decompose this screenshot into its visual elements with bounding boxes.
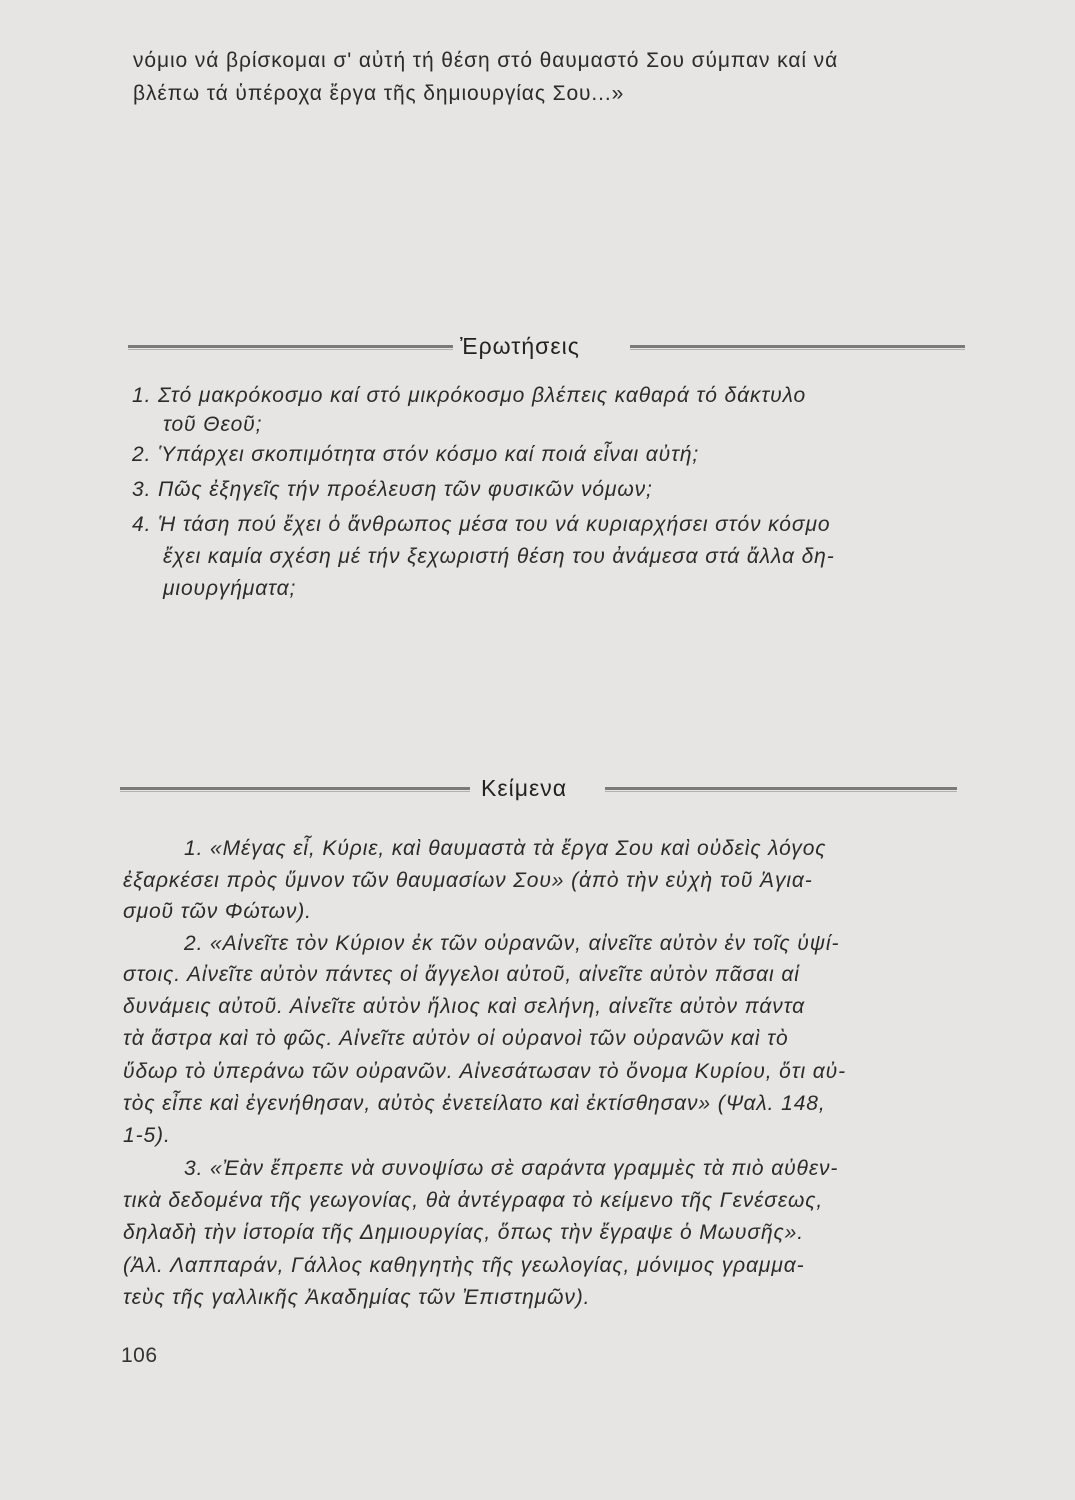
text-line: τικὰ δεδομένα τῆς γεωγονίας, θὰ ἀντέγραφα τὸ κείμενο τῆς Γενέσεως, bbox=[123, 1189, 824, 1212]
text-line: 2. «Αἰνεῖτε τὸν Κύριον ἐκ τῶν οὐρανῶν, αἰνεῖτε αὐτὸν ἐν τοῖς ὑψί- bbox=[184, 932, 840, 955]
intro-line: βλέπω τά ὑπέροχα ἔργα τῆς δημιουργίας Σου...» bbox=[133, 82, 625, 105]
text-line: (Ἀλ. Λαππαράν, Γάλλος καθηγητὴς τῆς γεωλογίας, μόνιμος γραμμα- bbox=[123, 1254, 805, 1277]
page-number: 106 bbox=[121, 1344, 158, 1367]
question-line: 2. Ὑπάρχει σκοπιμότητα στόν κόσμο καί ποιά εἶναι αὐτή; bbox=[132, 443, 700, 466]
text-line: τὸς εἶπε καὶ ἐγενήθησαν, αὐτὸς ἐνετείλατο καὶ ἐκτίσθησαν» (Ψαλ. 148, bbox=[123, 1092, 826, 1115]
text-line: δυνάμεις αὐτοῦ. Αἰνεῖτε αὐτὸν ἥλιος καὶ σελήνη, αἰνεῖτε αὐτὸν πάντα bbox=[123, 995, 805, 1018]
text-line: 1. «Μέγας εἶ, Κύριε, καὶ θαυμαστὰ τὰ ἔργα Σου καὶ οὐδεὶς λόγος bbox=[184, 837, 827, 860]
text-line: τὰ ἄστρα καὶ τὸ φῶς. Αἰνεῖτε αὐτὸν οἱ οὐρανοὶ τῶν οὐρανῶν καὶ τὸ bbox=[123, 1027, 789, 1050]
heading-rule-left bbox=[120, 787, 470, 790]
text-line: στοις. Αἰνεῖτε αὐτὸν πάντες οἱ ἄγγελοι αὐτοῦ, αἰνεῖτε αὐτὸν πᾶσαι αἱ bbox=[123, 963, 800, 986]
questions-heading bbox=[0, 329, 1075, 363]
text-line: δηλαδὴ τὴν ἱστορία τῆς Δημιουργίας, ὅπως τὴν ἔγραψε ὁ Μωυσῆς». bbox=[123, 1221, 804, 1244]
text-line: ἐξαρκέσει πρὸς ὕμνον τῶν θαυμασίων Σου» (ἀπὸ τὴν εὐχὴ τοῦ Ἁγια- bbox=[123, 869, 813, 892]
questions-title: Ἐρωτήσεις bbox=[460, 333, 580, 359]
question-line: 3. Πῶς ἐξηγεῖς τήν προέλευση τῶν φυσικῶν νόμων; bbox=[132, 478, 653, 501]
text-line: τεὺς τῆς γαλλικῆς Ἀκαδημίας τῶν Ἐπιστημῶν). bbox=[123, 1286, 591, 1309]
intro-line: νόμιο νά βρίσκομαι σ' αὐτή τή θέση στό θαυμαστό Σου σύμπαν καί νά bbox=[133, 49, 839, 72]
question-line: μιουργήματα; bbox=[163, 577, 297, 600]
question-line: τοῦ Θεοῦ; bbox=[163, 413, 263, 436]
heading-rule-left bbox=[128, 345, 453, 348]
texts-title: Κείμενα bbox=[481, 775, 568, 801]
text-line: ὕδωρ τὸ ὑπεράνω τῶν οὐρανῶν. Αἰνεσάτωσαν τὸ ὄνομα Κυρίου, ὅτι αὐ- bbox=[123, 1060, 847, 1083]
texts-heading bbox=[0, 771, 1075, 805]
text-line: 3. «Ἐὰν ἔπρεπε νὰ συνοψίσω σὲ σαράντα γραμμὲς τὰ πιὸ αὐθεν- bbox=[184, 1157, 839, 1180]
heading-rule-right bbox=[605, 787, 957, 790]
question-line: 4. Ἡ τάση πού ἔχει ὁ ἄνθρωπος μέσα του νά κυριαρχήσει στόν κόσμο bbox=[132, 513, 831, 536]
text-line: σμοῦ τῶν Φώτων). bbox=[123, 900, 312, 923]
question-line: 1. Στό μακρόκοσμο καί στό μικρόκοσμο βλέπεις καθαρά τό δάκτυλο bbox=[132, 384, 807, 407]
question-line: ἔχει καμία σχέση μέ τήν ξεχωριστή θέση του ἀνάμεσα στά ἄλλα δη- bbox=[163, 545, 835, 568]
text-line: 1-5). bbox=[123, 1124, 171, 1147]
heading-rule-right bbox=[630, 345, 965, 348]
